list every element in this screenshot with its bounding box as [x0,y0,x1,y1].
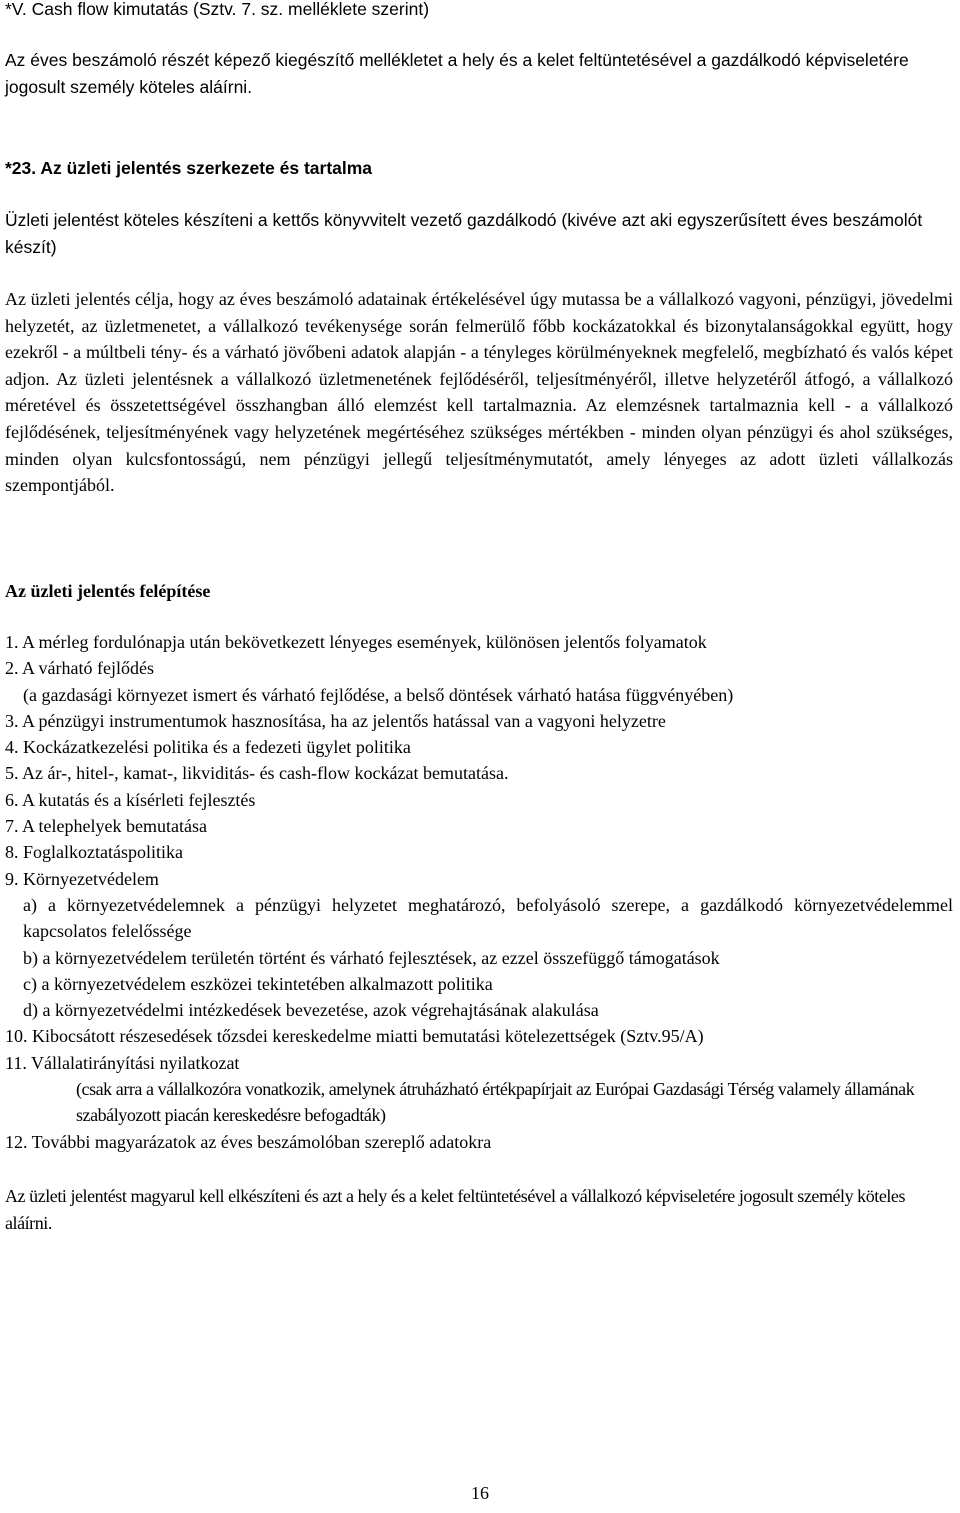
list-subitem: a) a környezetvédelemnek a pénzügyi helyzetet meghatározó, befolyásoló szerepe, a gazdálkodó környezetvédelemmel kapcsolatos felelőssége [23,894,953,942]
list-item: 11. Vállalatirányítási nyilatkozat [5,1052,240,1073]
list-item-note: (csak arra a vállalkozóra vonatkozik, amelynek átruházható értékpapírjait az Európai Gazdasági Térség valamely államának szabályozott piacán kereskedésre befogadták) [76,1079,915,1126]
list-subitem: b) a környezetvédelem területén történt és várható fejlesztések, az ezzel összefüggő támogatások [23,947,720,968]
list-item: 6. A kutatás és a kísérleti fejlesztés [5,789,256,810]
section-v-heading: *V. Cash flow kimutatás (Sztv. 7. sz. melléklete szerint) [5,0,430,19]
list-item-note: (a gazdasági környezet ismert és várható fejlődése, a belső döntések várható hatása függvényében) [23,684,734,705]
list-item: 2. A várható fejlődés [5,658,154,679]
section-23-purpose: Az üzleti jelentés célja, hogy az éves beszámoló adatainak értékelésével úgy mutassa be a vállalkozó vagyoni, pénzügyi, jövedelmi helyzetét, az üzletmenetet, a vállalkozó tevékenysége során felmerülő főbb kockázatokkal és bizonytalanságokkal együtt, hogy ezekről - a múltbeli tény- és a várható jövőbeni adatok alapján - a tényleges körülményeknek megfelelő, megbízható és valós képet adjon. Az üzleti jelentésnek a vállalkozó üzletmenetének fejlődéséről, teljesítményéről, illetve helyzetéről átfogó, a vállalkozó méretével és összetettségével összhangban álló elemzést kell tartalmaznia. Az elemzésnek tartalmaznia kell - a vállalkozó fejlődésének, teljesítményének vagy helyzetének megértéséhez szükséges mértékben - minden olyan pénzügyi és ahol szükséges, minden olyan kulcsfontosságú, nem pénzügyi jellegű teljesítménymutatót, amely lényeges az adott üzleti vállalkozás szempontjából. [5,289,953,496]
section-23-heading: *23. Az üzleti jelentés szerkezete és tartalma [5,158,373,178]
list-item: 9. Környezetvédelem [5,868,159,889]
section-23-intro: Üzleti jelentést köteles készíteni a kettős könyvvitelt vezető gazdálkodó (kivéve azt aki egyszerűsített éves beszámolót készít) [5,210,923,257]
list-item: 10. Kibocsátott részesedések tőzsdei kereskedelme miatti bemutatási kötelezettségek (Sztv.95/A) [5,1026,704,1047]
list-item: 7. A telephelyek bemutatása [5,816,207,837]
list-item: 12. További magyarázatok az éves beszámolóban szereplő adatokra [5,1131,492,1152]
list-item: 4. Kockázatkezelési politika és a fedezeti ügylet politika [5,737,411,758]
list-item: 8. Foglalkoztatáspolitika [5,842,183,863]
list-item: 5. Az ár-, hitel-, kamat-, likviditás- és cash-flow kockázat bemutatása. [5,763,509,784]
structure-heading: Az üzleti jelentés felépítése [5,581,211,601]
closing-text: Az üzleti jelentést magyarul kell elkészíteni és azt a hely és a kelet feltüntetésével a vállalkozó képviseletére jogosult személy köteles aláírni. [5,1186,906,1233]
list-item: 1. A mérleg fordulónapja után bekövetkezett lényeges események, különösen jelentős folyamatok [5,632,707,652]
structure-list [5,629,953,1155]
list-subitem: c) a környezetvédelem eszközei tekintetében alkalmazott politika [23,973,493,994]
list-item: 3. A pénzügyi instrumentumok hasznosítása, ha az jelentős hatással van a vagyoni helyzetre [5,710,666,731]
list-subitem: d) a környezetvédelmi intézkedések bevezetése, azok végrehajtásának alakulása [23,1000,599,1021]
page-number: 16 [471,1483,489,1503]
section-v-text: Az éves beszámoló részét képező kiegészítő mellékletet a hely és a kelet feltüntetésével a gazdálkodó képviseletére jogosult személy köteles aláírni. [5,50,909,97]
